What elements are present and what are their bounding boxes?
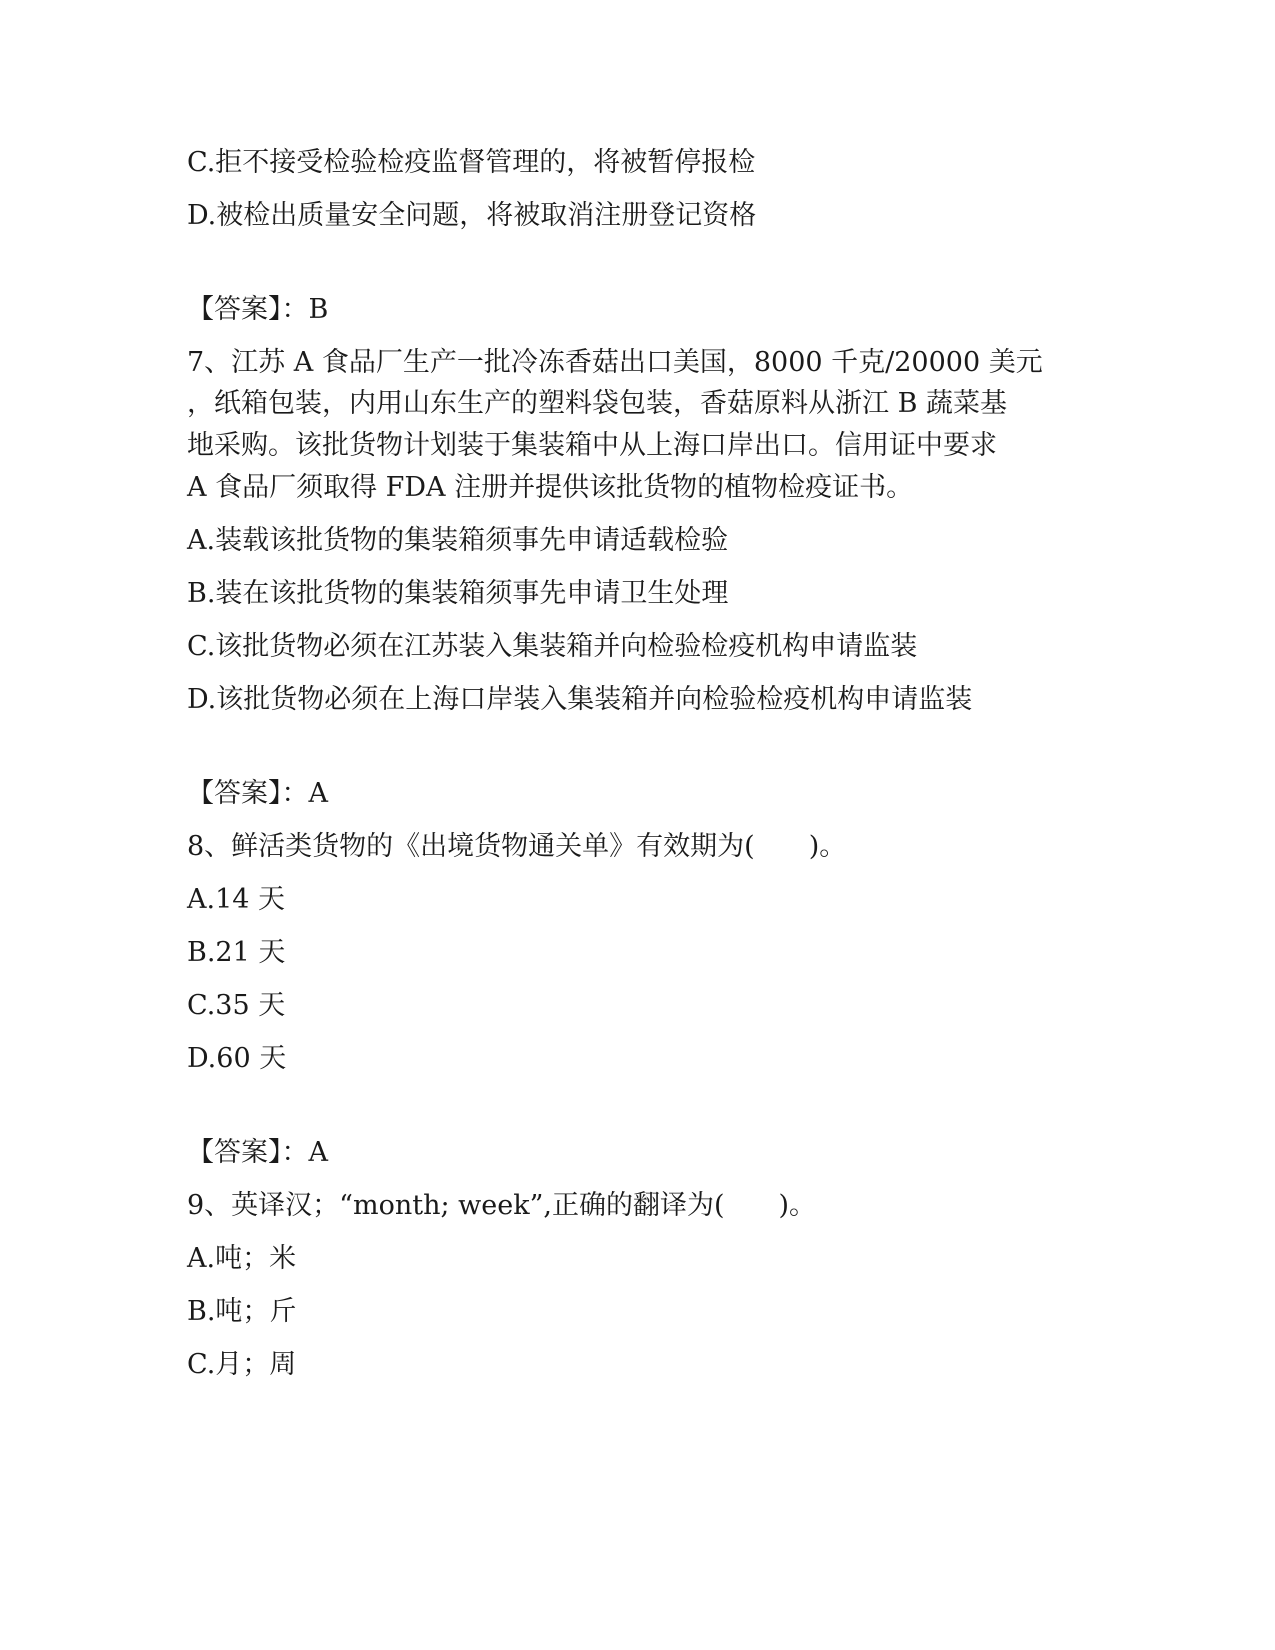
prev-option-c: C.拒不接受检验检疫监督管理的，将被暂停报检 <box>187 147 756 178</box>
q7-option-a: A.装载该批货物的集装箱须事先申请适载检验 <box>187 525 729 556</box>
q8-stem: 8、鲜活类货物的《出境货物通关单》有效期为( )。 <box>187 831 847 862</box>
prev-option-d: D.被检出质量安全问题，将被取消注册登记资格 <box>187 200 757 231</box>
q8-option-a: A.14 天 <box>187 884 286 915</box>
q8-option-d: D.60 天 <box>187 1043 287 1074</box>
q7-answer: 【答案】：A <box>187 778 328 809</box>
q8-option-b: B.21 天 <box>187 937 286 968</box>
q7-option-b: B.装在该批货物的集装箱须事先申请卫生处理 <box>187 578 729 609</box>
q9-option-b: B.吨；斤 <box>187 1296 297 1327</box>
q9-stem: 9、英译汉；“month; week”,正确的翻译为( )。 <box>187 1190 817 1221</box>
q8-option-c: C.35 天 <box>187 990 286 1021</box>
q7-stem-line-3: 地采购。该批货物计划装于集装箱中从上海口岸出口。信用证中要求 <box>187 430 997 461</box>
q7-option-c: C.该批货物必须在江苏装入集装箱并向检验检疫机构申请监装 <box>187 631 918 662</box>
prev-answer: 【答案】：B <box>187 294 329 325</box>
q7-stem-line-2: ，纸箱包装，内用山东生产的塑料袋包装，香菇原料从浙江 B 蔬菜基 <box>187 388 1008 419</box>
q8-answer: 【答案】：A <box>187 1137 328 1168</box>
q9-option-a: A.吨；米 <box>187 1243 297 1274</box>
q7-stem-line-4: A 食品厂须取得 FDA 注册并提供该批货物的植物检疫证书。 <box>187 472 914 503</box>
q7-option-d: D.该批货物必须在上海口岸装入集装箱并向检验检疫机构申请监装 <box>187 684 973 715</box>
q7-stem-line-1: 7、江苏 A 食品厂生产一批冷冻香菇出口美国，8000 千克/20000 美元 <box>187 347 1043 378</box>
q9-option-c: C.月；周 <box>187 1349 297 1380</box>
